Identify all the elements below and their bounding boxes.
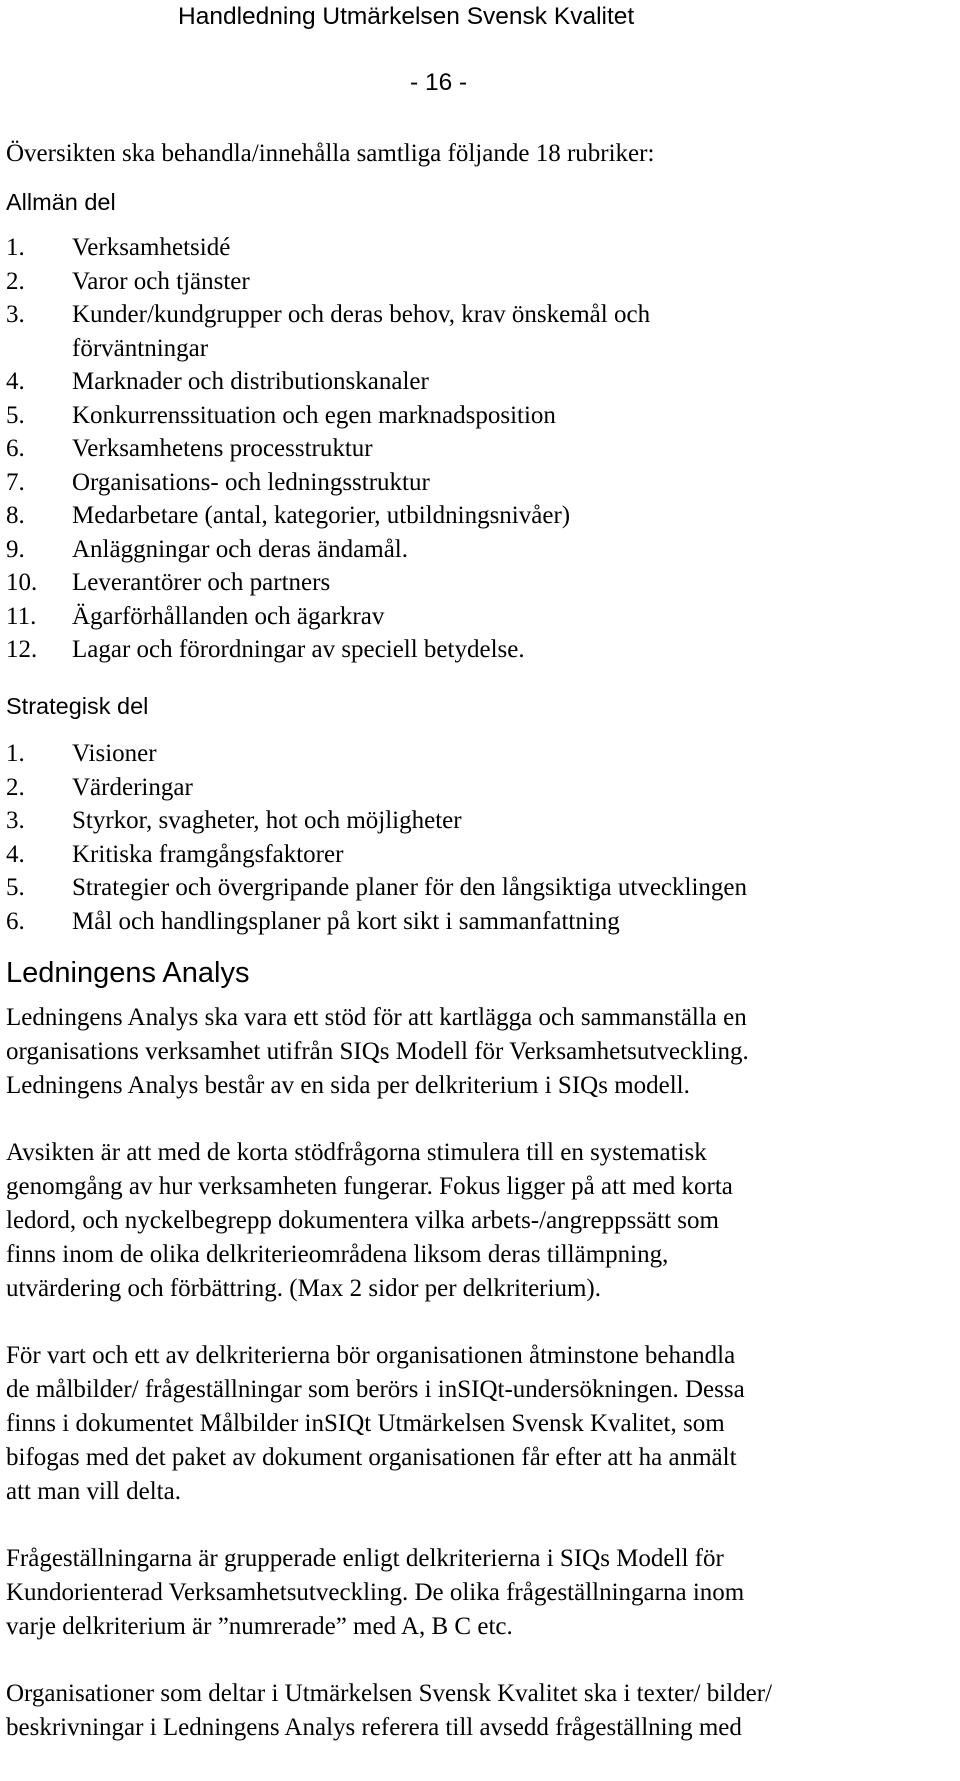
list-item <box>6 633 650 667</box>
allman-list <box>6 231 650 667</box>
list-item <box>6 838 747 872</box>
list-item-number: 6. <box>6 907 25 935</box>
section-heading-strategisk: Strategisk del <box>6 693 149 719</box>
body-paragraph <box>6 1542 956 1644</box>
paragraph-line: varje delkriterium är ”numrerade” med A, B C etc. <box>6 1613 513 1640</box>
paragraph-line: beskrivningar i Ledningens Analys referera till avsedd frågeställning med <box>6 1714 742 1741</box>
list-item-number: 5. <box>6 401 25 429</box>
heading-ledningens-analys: Ledningens Analys <box>6 957 250 989</box>
list-item <box>6 265 650 299</box>
paragraph-line: organisations verksamhet utifrån SIQs Modell för Verksamhetsutveckling. <box>6 1038 749 1065</box>
list-item-text: Kritiska framgångsfaktorer <box>72 840 344 868</box>
list-item-number: 11. <box>6 602 37 630</box>
list-item-text: Visioner <box>72 740 157 767</box>
list-item-number: 12. <box>6 636 38 663</box>
list-item-number: 3. <box>6 301 25 328</box>
list-item-text: Verksamhetens processtruktur <box>72 435 373 462</box>
list-item-text: Konkurrenssituation och egen marknadsposition <box>72 401 556 429</box>
list-item <box>6 804 747 838</box>
list-item-number: 4. <box>6 368 25 395</box>
list-item <box>6 566 650 600</box>
list-item-number: 1. <box>6 234 25 261</box>
strategisk-list <box>6 737 747 938</box>
list-item <box>6 399 650 433</box>
list-item <box>6 466 650 500</box>
list-item-text: Strategier och övergripande planer för den långsiktiga utvecklingen <box>72 874 747 901</box>
list-item-text: förväntningar <box>72 334 209 362</box>
list-item <box>6 600 650 634</box>
list-item-text: Anläggningar och deras ändamål. <box>72 535 408 563</box>
list-item-text: Styrkor, svagheter, hot och möjligheter <box>72 807 462 834</box>
list-item-text: Varor och tjänster <box>72 267 250 295</box>
list-item-number: 6. <box>6 435 25 462</box>
list-item <box>6 365 650 399</box>
list-item-number: 9. <box>6 535 25 563</box>
paragraph-line: att man vill delta. <box>6 1478 181 1505</box>
list-item-number: 7. <box>6 468 25 496</box>
list-item <box>6 231 650 265</box>
paragraph-line: Avsikten är att med de korta stödfrågorna stimulera till en systematisk <box>6 1139 707 1166</box>
list-item-text: Marknader och distributionskanaler <box>72 368 429 395</box>
paragraph-line: Frågeställningarna är grupperade enligt delkriterierna i SIQs Modell för <box>6 1545 724 1572</box>
list-item-number: 3. <box>6 807 25 834</box>
list-item-number: 4. <box>6 840 25 868</box>
body-paragraph <box>6 1339 956 1509</box>
list-item-text: Verksamhetsidé <box>72 234 231 261</box>
section-heading-allman: Allmän del <box>6 189 116 215</box>
body-paragraph <box>6 1001 956 1103</box>
paragraph-line: bifogas med det paket av dokument organisationen får efter att ha anmält <box>6 1444 737 1471</box>
body-paragraph <box>6 1136 956 1306</box>
list-item-number: 5. <box>6 874 25 901</box>
ledningens-analys-body <box>6 1001 956 1778</box>
list-item <box>6 871 747 905</box>
list-item <box>6 298 650 332</box>
list-item-number: 2. <box>6 267 25 295</box>
body-paragraph <box>6 1677 956 1745</box>
paragraph-line: finns inom de olika delkriterieområdena liksom deras tillämpning, <box>6 1241 669 1268</box>
paragraph-line: genomgång av hur verksamheten fungerar. Fokus ligger på att med korta <box>6 1173 733 1200</box>
list-item <box>6 432 650 466</box>
list-item-text: Lagar och förordningar av speciell betydelse. <box>72 636 525 663</box>
paragraph-line: Ledningens Analys ska vara ett stöd för att kartlägga och sammanställa en <box>6 1004 747 1031</box>
paragraph-line: Kundorienterad Verksamhetsutveckling. De olika frågeställningarna inom <box>6 1579 745 1606</box>
list-item-text: Ägarförhållanden och ägarkrav <box>72 602 385 630</box>
list-item-text: Mål och handlingsplaner på kort sikt i sammanfattning <box>72 907 620 935</box>
intro-text: Översikten ska behandla/innehålla samtliga följande 18 rubriker: <box>6 140 655 167</box>
list-item <box>6 771 747 805</box>
paragraph-line: utvärdering och förbättring. (Max 2 sidor per delkriterium). <box>6 1275 601 1302</box>
list-item-number: 8. <box>6 502 25 529</box>
list-item-text: Kunder/kundgrupper och deras behov, krav önskemål och <box>72 301 651 328</box>
paragraph-line: För vart och ett av delkriterierna bör organisationen åtminstone behandla <box>6 1342 736 1369</box>
list-item <box>6 737 747 771</box>
running-header: Handledning Utmärkelsen Svensk Kvalitet <box>178 3 635 30</box>
paragraph-line: finns i dokumentet Målbilder inSIQt Utmärkelsen Svensk Kvalitet, som <box>6 1410 725 1437</box>
list-item-number: 10. <box>6 569 38 596</box>
paragraph-line: Ledningens Analys består av en sida per delkriterium i SIQs modell. <box>6 1072 690 1099</box>
list-item <box>6 905 747 939</box>
paragraph-line: Organisationer som deltar i Utmärkelsen Svensk Kvalitet ska i texter/ bilder/ <box>6 1680 773 1707</box>
list-item-number: 2. <box>6 773 25 801</box>
list-item-text: Leverantörer och partners <box>72 569 331 596</box>
list-item <box>6 533 650 567</box>
list-item-text: Medarbetare (antal, kategorier, utbildningsnivåer) <box>72 502 571 529</box>
list-item-text: Värderingar <box>72 773 193 801</box>
paragraph-line: de målbilder/ frågeställningar som berörs i inSIQt-undersökningen. Dessa <box>6 1376 745 1403</box>
list-item-number: 1. <box>6 740 25 767</box>
list-item <box>6 332 650 366</box>
paragraph-line: ledord, och nyckelbegrepp dokumentera vilka arbets-/angreppssätt som <box>6 1207 719 1234</box>
page-number: - 16 - <box>410 69 468 96</box>
list-item-text: Organisations- och ledningsstruktur <box>72 468 430 496</box>
list-item <box>6 499 650 533</box>
